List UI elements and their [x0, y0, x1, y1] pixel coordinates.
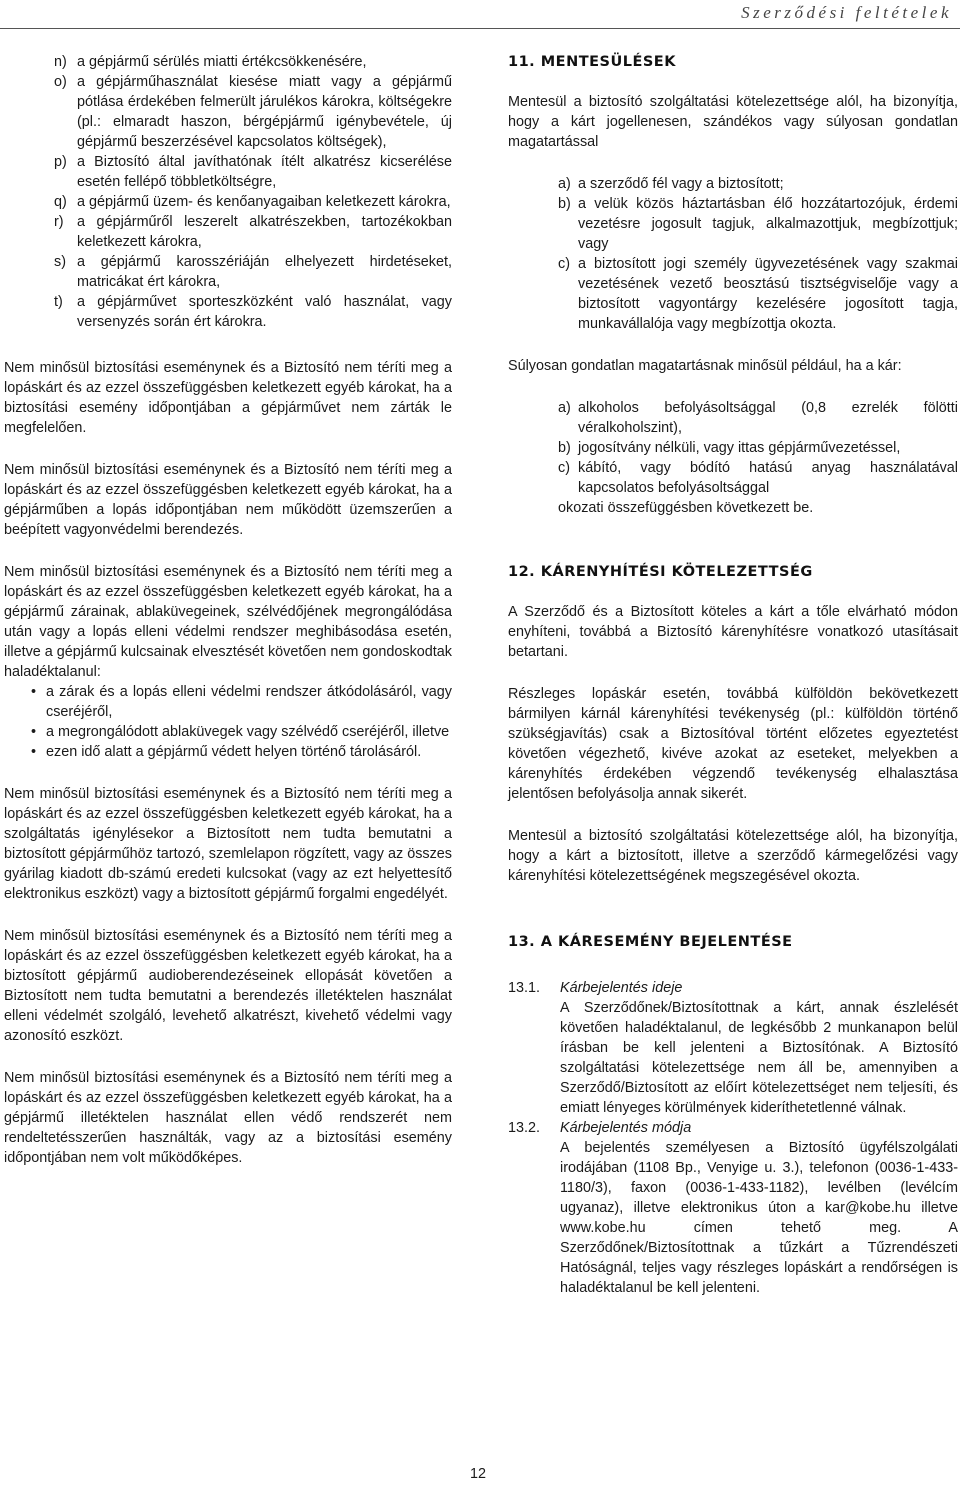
list-item-text: a Biztosító által javíthatónak ítélt alkatrész kicserélése esetén fellépő többletköltségre,: [77, 154, 452, 190]
list-item: [558, 174, 958, 194]
page-header: [0, 0, 960, 30]
paragraph: Nem minősül biztosítási eseménynek és a Biztosító nem téríti meg a lopáskárt és az ezzel összefüggésben keletkezett egyéb károkat, ha a szolgáltatás igénylésekor a Biztosított nem tudta bemutatni a biztosított gépjárműhöz tartozó, szemlelapon rögzített, vagy az összes gyárilag kiadott db-számú eredeti kulcsokat (vagy az ezt helyettesítő elektronikus eszközt) vagy a biztosított gépjármű forgalmi engedélyét.: [4, 786, 452, 902]
list-item: [31, 682, 452, 722]
list-item: [54, 292, 452, 332]
list-item-text: a velük közös háztartásban élő hozzátartozójuk, érdemi vezetésre jogosult tagjuk, alkalmazottjuk, megbízottjuk; vagy: [578, 196, 958, 252]
list-item: [31, 722, 452, 742]
list-item-text: jogosítvány nélküli, vagy ittas gépjárművezetéssel,: [578, 440, 901, 456]
list-item-text: a biztosított jogi személy ügyvezetésének vagy szakmai vezetésének vezető beosztású tisztségviselője vagy a biztosított vagyontárgy kezelésére jogosított tagja, munkavállalója vagy megbízottja okozta.: [578, 256, 958, 332]
paragraph: Nem minősül biztosítási eseménynek és a Biztosító nem téríti meg a lopáskárt és az ezzel összefüggésben keletkezett egyéb károkat, ha a gépjármű zárainak, ablaküvegeinek, szélvédőjének megrongálódása után vagy a lopás elleni védelmi rendszer meghibásodása esetén, illetve a gépjármű kulcsainak elvesztését követően nem gondoskodtak haladéktalanul:: [4, 564, 452, 680]
list-item-label: c): [558, 256, 570, 272]
list-item-label: c): [558, 460, 570, 476]
subsection-body: [560, 978, 958, 1118]
list-item: [54, 212, 452, 252]
paragraph: Nem minősül biztosítási eseménynek és a Biztosító nem téríti meg a lopáskárt és az ezzel összefüggésben keletkezett egyéb károkat, ha a gépjármű illetéktelen használat ellen védő rendszerét nem rendeltetésszerűen használták, vagy az a biztosítási esemény időpontjában nem volt működőképes.: [4, 1070, 452, 1166]
list-item-text: a szerződő fél vagy a biztosított;: [578, 176, 784, 192]
list-item-label: q): [54, 194, 67, 210]
list-item-text: a gépjárműhasználat kiesése miatt vagy a gépjármű pótlása érdekében felmerült járulékos károkra, költségekre (pl.: elmaradt haszon, bérgépjármű igénybevétele, új gépjármű beszerzésével kapcsolatos költségek),: [77, 74, 452, 150]
list-item-text: kábító, vagy bódító hatású anyag használatával kapcsolatos befolyásoltsággal: [578, 460, 958, 496]
paragraph: A Szerződő és a Biztosított köteles a kárt a tőle elvárható módon enyhíteni, továbbá a Biztosító kárenyhítésre vonatkozó utasításait betartani.: [508, 604, 958, 660]
paragraph: Nem minősül biztosítási eseménynek és a Biztosító nem téríti meg a lopáskárt és az ezzel összefüggésben keletkezett egyéb károkat, ha a biztosított gépjármű audioberendezéseinek ellopását követően a Biztosított nem tudta bemutatni a berendezés illetéktelen használat elleni védelmét szolgáló, levehető alkatrészt, kivehető védelmi vagy azonosító eszközt.: [4, 928, 452, 1044]
item-list: [508, 174, 958, 334]
header-rule: [0, 28, 960, 29]
bullet-icon: •: [31, 684, 37, 700]
subsection-text: A bejelentés személyesen a Biztosító ügyfélszolgálati irodájában (1108 Bp., Venyige u. 3.), telefonon (0036-1-433-1180/3), faxon (0036-1-433-1182), levélben (levélcím ugyanaz), illetve elektronikus úton a kar@kobe.hu illetve www.kobe.hu címen tehető meg. A Szerződőnek/Biztosítottnak a tűzkárt a Tűzrendészeti Hatóságnál, teljes vagy részleges lopáskárt a rendőrségen is haladéktalanul be kell jelenteni.: [560, 1140, 958, 1296]
list-item-text: a gépjármű sérülés miatti értékcsökkenésére,: [77, 54, 367, 70]
subsection-text: A Szerződőnek/Biztosítottnak a kárt, annak észlelését követően haladéktalanul, de legkésőbb 2 munkanapon belül írásban be kell jelenteni a Biztosítónak. A Biztosító szolgáltatási kötelezettsége nem áll be, amennyiben a Szerződő/Biztosított az előírt kötelezettséget nem teljesíti, és emiatt lényeges körülmények kideríthetetlenné válnak.: [560, 1000, 958, 1116]
subsection-number: 13.2.: [508, 1120, 541, 1136]
list-item-text: a gépjárművet sporteszközként való használat, vagy versenyzés során ért károkra.: [77, 294, 452, 330]
list-item: [54, 52, 452, 72]
list-item: [558, 438, 958, 458]
subsection-title: Kárbejelentés módja: [560, 1120, 692, 1136]
list-item: [558, 194, 958, 254]
list-item-label: n): [54, 54, 67, 70]
header-title: Szerződési feltételek: [741, 3, 952, 22]
list-item-label: s): [54, 254, 66, 270]
list-item-label: a): [558, 176, 571, 192]
list-item-text: a gépjárműről leszerelt alkatrészekben, tartozékokban keletkezett károkra,: [77, 214, 452, 250]
section-heading: 13. A KÁRESEMÉNY BEJELENTÉSE: [508, 934, 793, 950]
subsection: [508, 1118, 958, 1298]
page-number: 12: [470, 1466, 487, 1482]
list-item-label: o): [54, 74, 67, 90]
bullet-icon: •: [31, 744, 37, 760]
list-item-label: r): [54, 214, 64, 230]
item-list: [508, 398, 958, 518]
list-item: [558, 398, 958, 438]
list-item-label: b): [558, 196, 571, 212]
bullet-text: a zárak és a lopás elleni védelmi rendszer átkódolásáról, vagy cseréjéről,: [46, 684, 452, 720]
bullet-icon: •: [31, 724, 37, 740]
subsection-number: 13.1.: [508, 980, 541, 996]
list-item: [558, 254, 958, 334]
bullet-text: ezen idő alatt a gépjármű védett helyen történő tárolásáról.: [46, 744, 422, 760]
list-item: [54, 252, 452, 292]
subsection-body: [560, 1118, 958, 1298]
list-item: [54, 192, 452, 212]
list-item: [54, 72, 452, 152]
right-column: [508, 52, 958, 1298]
paragraph: Mentesül a biztosító szolgáltatási kötelezettsége alól, ha bizonyítja, hogy a kárt jogellenesen, szándékos vagy súlyosan gondatlan magatartással: [508, 94, 958, 150]
exclusion-list: [4, 52, 452, 332]
list-item-text: alkoholos befolyásoltsággal (0,8 ezrelék fölötti véralkoholszint),: [578, 400, 958, 436]
paragraph: Súlyosan gondatlan magatartásnak minősül például, ha a kár:: [508, 358, 902, 374]
paragraph: Részleges lopáskár esetén, továbbá külföldön bekövetkezett bármilyen kárnál kárenyhítési tevékenység (pl.: külföldön történő szükségjavítás) csak a Biztosítóval történt előzetes egyeztetést követően végezhető, kivéve azokat az eseteket, melyekben a kárenyhítés érdekében végzendő tevékenység elhalasztása jelentősen befolyásolja annak sikerét.: [508, 686, 958, 802]
section-heading: 11. MENTESÜLÉSEK: [508, 54, 676, 70]
list-item: [558, 458, 958, 498]
list-item-label: p): [54, 154, 67, 170]
section-heading: 12. KÁRENYHÍTÉSI KÖTELEZETTSÉG: [508, 564, 813, 580]
list-item-label: b): [558, 440, 571, 456]
list-item-label: a): [558, 400, 571, 416]
list-item-label: t): [54, 294, 63, 310]
left-column: [4, 52, 452, 1168]
closing-line: okozati összefüggésben következett be.: [558, 500, 814, 516]
paragraph: Nem minősül biztosítási eseménynek és a Biztosító nem téríti meg a lopáskárt és az ezzel összefüggésben keletkezett egyéb károkat, ha a gépjárműben a lopás időpontjában nem működött üzemszerűen a beépített vagyonvédelmi berendezés.: [4, 462, 452, 538]
paragraph: Nem minősül biztosítási eseménynek és a Biztosító nem téríti meg a lopáskárt és az ezzel összefüggésben keletkezett egyéb károkat, ha a biztosítási esemény időpontjában a gépjárművet nem zárták le megfelelően.: [4, 360, 452, 436]
bullet-list: [4, 682, 452, 762]
list-item-text: a gépjármű karosszériáján elhelyezett hirdetéseket, matricákat ért károkra,: [77, 254, 452, 290]
list-item: [31, 742, 452, 762]
subsection: [508, 978, 958, 1118]
bullet-text: a megrongálódott ablaküvegek vagy szélvédő cseréjéről, illetve: [46, 724, 450, 740]
list-item: [54, 152, 452, 192]
list-item-text: a gépjármű üzem- és kenőanyagaiban keletkezett károkra,: [77, 194, 451, 210]
paragraph: Mentesül a biztosító szolgáltatási kötelezettsége alól, ha bizonyítja, hogy a kárt a biztosított, illetve a szerződő kármegelőzési vagy kárenyhítési kötelezettségének megszegésével okozta.: [508, 828, 958, 884]
subsection-title: Kárbejelentés ideje: [560, 980, 683, 996]
